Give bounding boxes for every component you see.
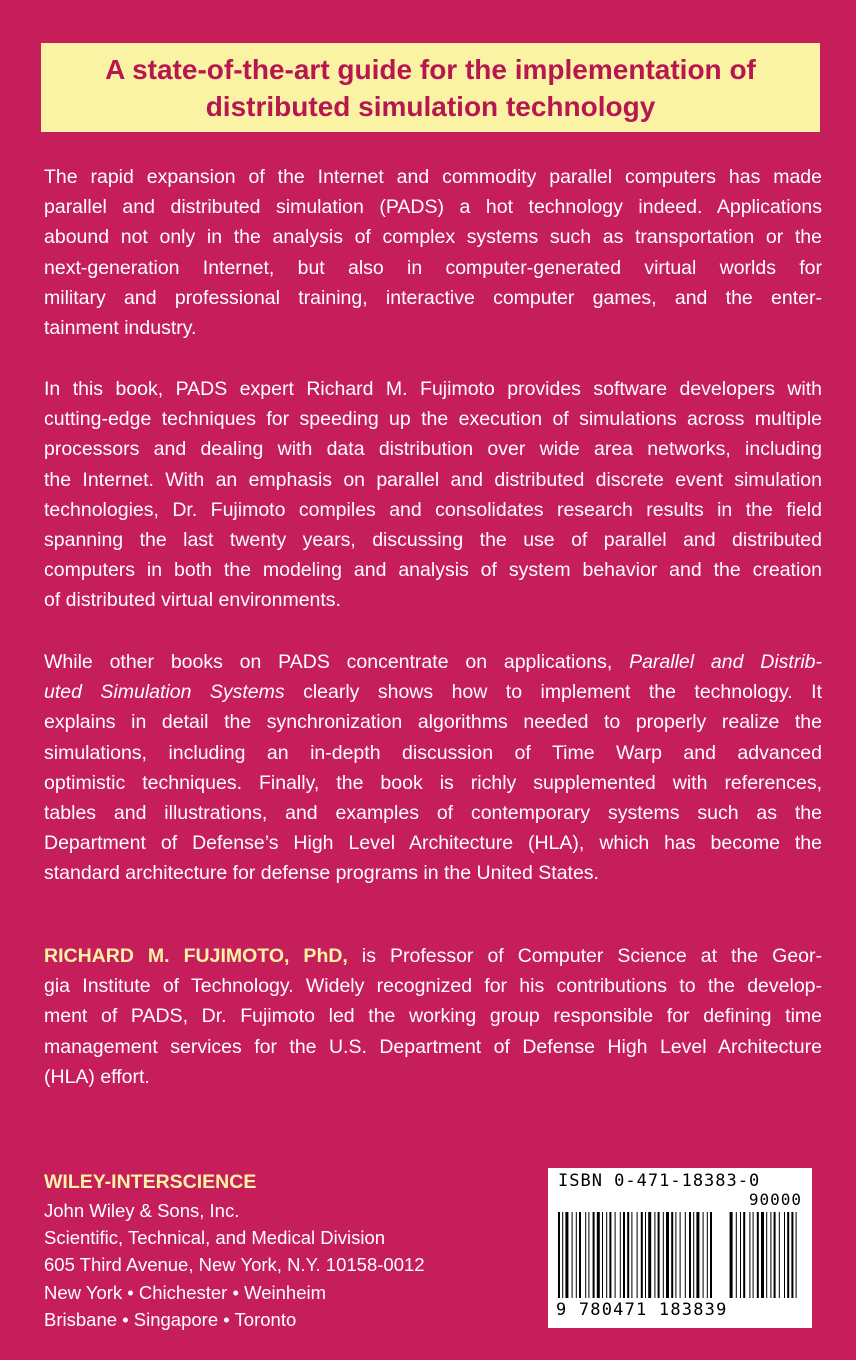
barcode-bar (779, 1212, 780, 1298)
author-name: RICHARD M. FUJIMOTO, PhD, (44, 945, 348, 967)
text-line: spanning the last twenty years, discussing the use of parallel and distributed (44, 528, 822, 551)
barcode-bar (654, 1212, 655, 1298)
text-line: cutting-edge techniques for speeding up the execution of simulations across multiple (44, 408, 822, 431)
barcode-bar (703, 1212, 704, 1298)
barcode-bar (609, 1212, 611, 1298)
barcode-bar (565, 1212, 568, 1298)
text-line: military and professional training, interactive computer games, and the enter- (44, 286, 822, 309)
barcode-bar (710, 1212, 712, 1298)
publisher-line: Brisbane • Singapore • Toronto (44, 1308, 297, 1330)
barcode-bar (663, 1212, 664, 1298)
barcode-bar (579, 1212, 581, 1298)
price-code: 90000 (748, 1190, 802, 1209)
isbn-number: ISBN 0-471-18383-0 (558, 1171, 761, 1191)
barcode-bar (766, 1212, 767, 1298)
barcode-bar (666, 1212, 669, 1298)
barcode-bar (680, 1212, 681, 1298)
text-line: processors and dealing with data distribution over wide area networks, including (44, 438, 822, 461)
barcode-bar (602, 1212, 603, 1298)
text-line: the Internet. With an emphasis on parallel and distributed discrete event simulation (44, 468, 822, 491)
ean-number: 9 780471 183839 (556, 1300, 728, 1320)
book-title-italic: uted Simulation Systems (44, 681, 285, 704)
barcode-bar (585, 1212, 586, 1298)
text-line: tainment industry. (44, 316, 197, 339)
paragraph-intro (44, 162, 822, 343)
text-line: tables and illustrations, and examples of contemporary systems such as the (44, 801, 822, 824)
barcode-bar (696, 1212, 699, 1298)
publisher-info (44, 1167, 425, 1333)
text-line: gia Institute of Technology. Widely recognized for his contributions to the develop- (44, 975, 822, 998)
text-line: standard architecture for defense programs in the United States. (44, 862, 599, 885)
text-line: computers in both the modeling and analysis of system behavior and the creation (44, 559, 822, 582)
text-line: management services for the U.S. Department of Defense High Level Architecture (44, 1035, 822, 1058)
text-segment: clearly shows how to implement the technology. It (284, 681, 822, 704)
barcode-bar (648, 1212, 651, 1298)
barcode-bar (576, 1212, 577, 1298)
publisher-line: 605 Third Avenue, New York, N.Y. 10158-0012 (44, 1254, 425, 1276)
barcode-bar (588, 1212, 589, 1298)
paragraph-book-details (44, 647, 822, 889)
text-line: ment of PADS, Dr. Fujimoto led the working group responsible for defining time (44, 1005, 822, 1028)
barcode-bar (757, 1212, 759, 1298)
barcode-bar (796, 1212, 797, 1298)
barcode-bar (593, 1212, 595, 1298)
barcode-bar (743, 1212, 745, 1298)
text-line: (HLA) effort. (44, 1065, 150, 1088)
text-line: optimistic techniques. Finally, the book is richly supplemented with references, (44, 771, 822, 794)
publisher-line: John Wiley & Sons, Inc. (44, 1200, 240, 1221)
publisher-line: Scientific, Technical, and Medical Division (44, 1227, 386, 1249)
headline-line-1: A state-of-the-art guide for the implementation of (105, 54, 756, 85)
barcode-bar (597, 1212, 600, 1298)
text-line (44, 647, 822, 677)
text-line: In this book, PADS expert Richard M. Fujimoto provides software developers with (44, 378, 822, 400)
publisher-line: New York • Chichester • Weinheim (44, 1281, 327, 1303)
book-title-italic: Parallel and Distrib- (629, 651, 822, 673)
text-line: explains in detail the synchronization algorithms needed to properly realize the (44, 711, 822, 734)
text-line: of distributed virtual environments. (44, 589, 341, 612)
barcode-bar (606, 1212, 607, 1298)
barcode-bar (774, 1212, 776, 1298)
barcode-bar (620, 1212, 621, 1298)
text-line (44, 677, 822, 707)
barcode-bar (689, 1212, 691, 1298)
text-line: technologies, Dr. Fujimoto compiles and consolidates research results in the field (44, 498, 822, 521)
barcode-bar (658, 1212, 660, 1298)
barcode-bar (562, 1212, 563, 1298)
barcode-bar (627, 1212, 629, 1298)
barcode-bar (740, 1212, 741, 1298)
text-line: Department of Defense’s High Level Architecture (HLA), which has become the (44, 832, 822, 855)
barcode-bar (675, 1212, 676, 1298)
barcode-bar (631, 1212, 632, 1298)
text-segment: is Professor of Computer Science at the Geor- (347, 945, 822, 967)
barcode-bar (787, 1212, 789, 1298)
isbn-barcode (548, 1168, 812, 1328)
headline-banner (41, 43, 820, 132)
headline-line-2: distributed simulation technology (205, 91, 656, 122)
text-line: parallel and distributed simulation (PADS) a hot technology indeed. Applications (44, 196, 822, 219)
barcode-bar (784, 1212, 785, 1298)
barcode-bar (685, 1212, 686, 1298)
barcode-bar (615, 1212, 616, 1298)
barcode-bar (623, 1212, 625, 1298)
barcode-bar (558, 1212, 560, 1298)
barcode-bar (753, 1212, 754, 1298)
barcode-bar (707, 1212, 708, 1298)
text-line (44, 941, 822, 971)
text-line: simulations, including an in-depth discussion of Time Warp and advanced (44, 741, 822, 764)
barcode-bar (641, 1212, 643, 1298)
barcode-bar (693, 1212, 694, 1298)
text-line: next-generation Internet, but also in computer-generated virtual worlds for (44, 256, 822, 279)
barcode-bar (749, 1212, 750, 1298)
barcode-bars (556, 1190, 804, 1302)
barcode-bar (572, 1212, 573, 1298)
text-segment: While other books on PADS concentrate on applications, (44, 651, 630, 673)
barcode-bar (637, 1212, 638, 1298)
author-bio (44, 941, 822, 1092)
barcode-bar (645, 1212, 646, 1298)
barcode-bar (761, 1212, 764, 1298)
barcode-bar (791, 1212, 793, 1298)
text-line: The rapid expansion of the Internet and commodity parallel computers has made (44, 166, 822, 188)
barcode-bar (730, 1212, 733, 1298)
publisher-imprint: WILEY-INTERSCIENCE (44, 1171, 257, 1193)
barcode-bar (770, 1212, 771, 1298)
text-line: abound not only in the analysis of complex systems such as transportation or the (44, 226, 822, 249)
paragraph-book-summary (44, 374, 822, 616)
barcode-bar (736, 1212, 737, 1298)
barcode-bar (671, 1212, 673, 1298)
